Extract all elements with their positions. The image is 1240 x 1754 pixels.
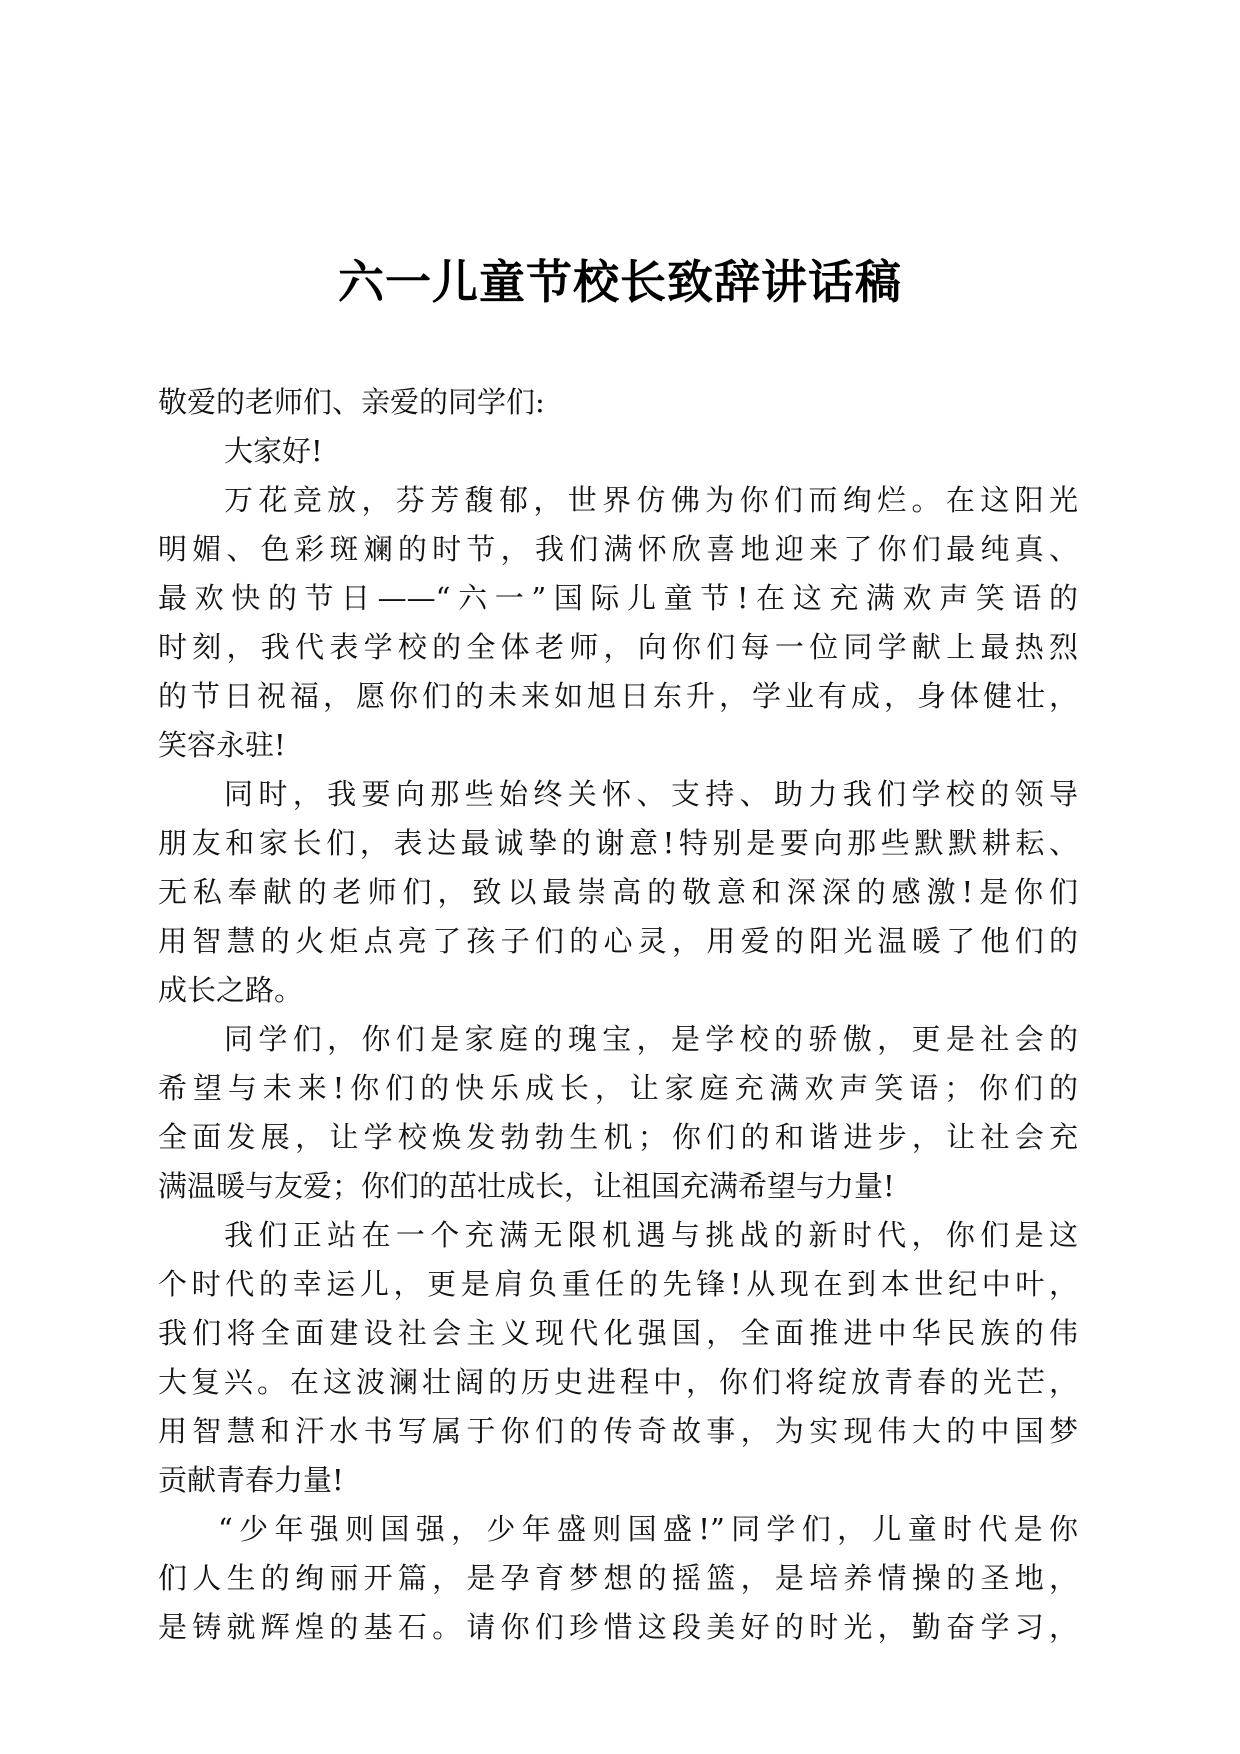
page-title: 六一儿童节校长致辞讲话稿 — [338, 255, 902, 309]
paragraph-line: 的节日祝福，愿你们的未来如旭日东升，学业有成，身体健壮， — [158, 679, 1078, 713]
paragraph-line: 成长之路。 — [158, 973, 304, 1007]
paragraph-line: 们人生的绚丽开篇，是孕育梦想的摇篮，是培养情操的圣地， — [158, 1561, 1078, 1595]
paragraph-line: 无私奉献的老师们，致以最崇高的敬意和深深的感激!是你们 — [158, 875, 1078, 909]
paragraph-line: 我们正站在一个充满无限机遇与挑战的新时代，你们是这 — [224, 1218, 1078, 1252]
paragraph-line: 同学们，你们是家庭的瑰宝，是学校的骄傲，更是社会的 — [224, 1022, 1078, 1056]
speech-body — [158, 378, 1078, 1652]
paragraph-line: 个时代的幸运儿，更是肩负重任的先锋!从现在到本世纪中叶， — [158, 1267, 1078, 1301]
paragraph-line: 满温暖与友爱；你们的茁壮成长，让祖国充满希望与力量! — [158, 1169, 895, 1203]
paragraph-line: 明媚、色彩斑斓的时节，我们满怀欣喜地迎来了你们最纯真、 — [158, 532, 1078, 566]
salutation: 敬爱的老师们、亲爱的同学们: — [158, 385, 545, 419]
greeting: 大家好! — [224, 434, 323, 468]
paragraph-line: 笑容永驻! — [158, 728, 286, 762]
paragraph-line: 同时，我要向那些始终关怀、支持、助力我们学校的领导 — [224, 777, 1078, 811]
paragraph-line: 希望与未来!你们的快乐成长，让家庭充满欢声笑语；你们的 — [158, 1071, 1078, 1105]
paragraph-line: 用智慧的火炬点亮了孩子们的心灵，用爱的阳光温暖了他们的 — [158, 924, 1078, 958]
paragraph-line: 是铸就辉煌的基石。请你们珍惜这段美好的时光，勤奋学习， — [158, 1610, 1078, 1644]
paragraph-line: 用智慧和汗水书写属于你们的传奇故事，为实现伟大的中国梦 — [158, 1414, 1078, 1448]
paragraph-line: 我们将全面建设社会主义现代化强国，全面推进中华民族的伟 — [158, 1316, 1078, 1350]
paragraph-line: 朋友和家长们，表达最诚挚的谢意!特别是要向那些默默耕耘、 — [158, 826, 1078, 860]
paragraph-line: “少年强则国强，少年盛则国盛!”同学们，儿童时代是你 — [218, 1512, 1078, 1546]
paragraph-line: 全面发展，让学校焕发勃勃生机；你们的和谐进步，让社会充 — [158, 1120, 1078, 1154]
paragraph-line: 最欢快的节日——“六一”国际儿童节!在这充满欢声笑语的 — [158, 581, 1078, 615]
paragraph-line: 大复兴。在这波澜壮阔的历史进程中，你们将绽放青春的光芒， — [158, 1365, 1078, 1399]
paragraph-line: 贡献青春力量! — [158, 1463, 344, 1497]
paragraph-line: 时刻，我代表学校的全体老师，向你们每一位同学献上最热烈 — [158, 630, 1078, 664]
paragraph-line: 万花竞放，芬芳馥郁，世界仿佛为你们而绚烂。在这阳光 — [224, 483, 1078, 517]
